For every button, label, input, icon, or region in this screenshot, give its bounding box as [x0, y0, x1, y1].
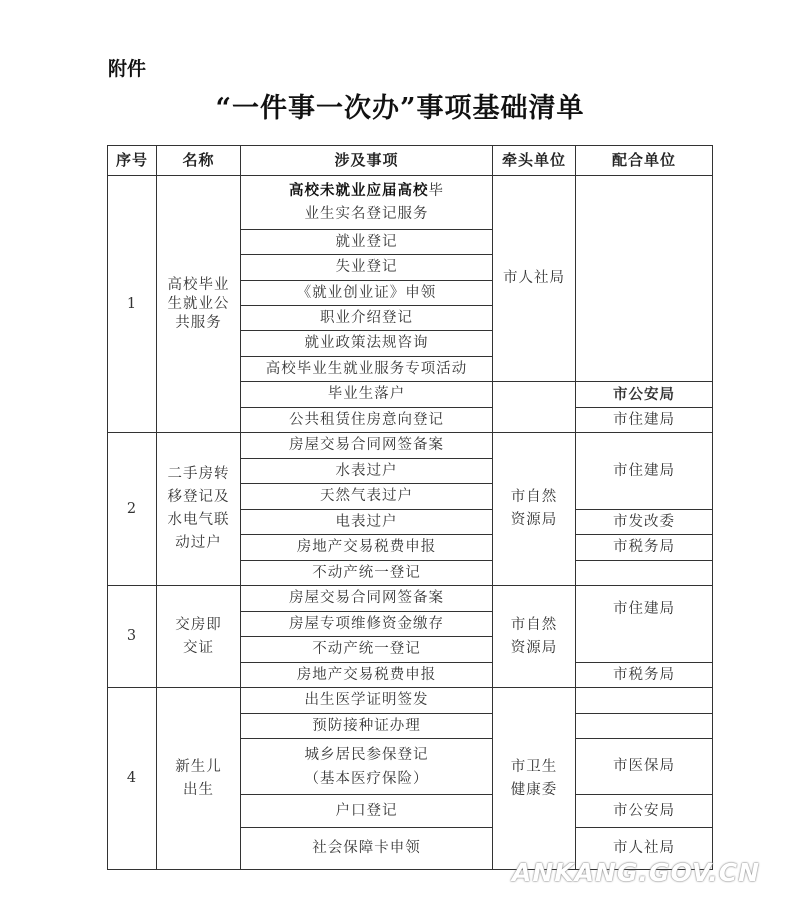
group-4-item-1: 出生医学证明签发	[241, 688, 493, 714]
group-1-item-3: 失业登记	[241, 255, 493, 281]
header-items: 涉及事项	[241, 146, 493, 176]
table-row	[108, 586, 713, 612]
group-3-item-4: 房地产交易税费申报	[241, 663, 493, 688]
document-title: “一件事一次办”事项基础清单	[215, 93, 585, 124]
group-4-name: 新生儿出生	[157, 688, 241, 870]
header-name: 名称	[157, 146, 241, 176]
group-3-lead: 市自然资源局	[493, 586, 576, 688]
header-no: 序号	[108, 146, 157, 176]
group-1-item-1	[241, 176, 493, 230]
group-2-item-4: 电表过户	[241, 510, 493, 535]
group-3-item-3: 不动产统一登记	[241, 637, 493, 663]
group-4-no: 4	[108, 688, 157, 870]
group-4-item-3: 城乡居民参保登记（基本医疗保险）	[241, 739, 493, 795]
group-4-item-4: 户口登记	[241, 795, 493, 828]
group-1-cooperator-empty	[576, 176, 713, 382]
group-1-cooperator-1: 市公安局	[576, 382, 713, 408]
group-4-cooperator-empty-2	[576, 714, 713, 739]
group-3-cooperator-2: 市税务局	[576, 663, 713, 688]
group-4-cooperator-1: 市医保局	[576, 739, 713, 795]
group-2-item-3: 天然气表过户	[241, 484, 493, 510]
group-1-item-9: 公共租赁住房意向登记	[241, 408, 493, 433]
group-2-item-5: 房地产交易税费申报	[241, 535, 493, 561]
table-row	[108, 688, 713, 714]
header-lead: 牵头单位	[493, 146, 576, 176]
group-4-cooperator-3: 市人社局	[576, 828, 713, 870]
site-watermark: ANKANG.GOV.CN	[512, 858, 761, 887]
group-3-name: 交房即交证	[157, 586, 241, 688]
group-1-no: 1	[108, 176, 157, 433]
table-row	[108, 176, 713, 230]
group-1-item-7: 高校毕业生就业服务专项活动	[241, 357, 493, 382]
attachment-label: 附件	[108, 58, 147, 80]
group-2-item-1: 房屋交易合同网签备案	[241, 433, 493, 459]
group-3-item-2: 房屋专项维修资金缴存	[241, 612, 493, 637]
table-header-row	[108, 146, 713, 176]
group-1-name: 高校毕业生就业公共服务	[157, 176, 241, 433]
group-2-cooperator-empty	[576, 561, 713, 586]
group-2-cooperator-2: 市发改委	[576, 510, 713, 535]
group-2-cooperator-1: 市住建局	[576, 433, 713, 510]
group-1-item-5: 职业介绍登记	[241, 306, 493, 331]
group-2-lead: 市自然资源局	[493, 433, 576, 586]
table-row	[108, 433, 713, 459]
item-1-emphasis: 高校未就业应届高校	[289, 182, 429, 199]
group-1-item-4: 《就业创业证》申领	[241, 281, 493, 306]
group-3-item-1: 房屋交易合同网签备案	[241, 586, 493, 612]
item-1-rest: 毕业生实名登记服务	[304, 183, 444, 222]
group-3-no: 3	[108, 586, 157, 688]
group-4-item-2: 预防接种证办理	[241, 714, 493, 739]
group-4-lead: 市卫生健康委	[493, 688, 576, 870]
group-4-cooperator-2: 市公安局	[576, 795, 713, 828]
group-2-cooperator-3: 市税务局	[576, 535, 713, 561]
group-3-cooperator-1: 市住建局	[576, 586, 713, 663]
header-cooperator: 配合单位	[576, 146, 713, 176]
group-2-name: 二手房转移登记及水电气联动过户	[157, 433, 241, 586]
group-2-item-6: 不动产统一登记	[241, 561, 493, 586]
group-1-lead-cont	[493, 382, 576, 433]
group-1-item-6: 就业政策法规咨询	[241, 331, 493, 357]
group-1-lead: 市人社局	[493, 176, 576, 382]
group-2-no: 2	[108, 433, 157, 586]
group-1-cooperator-2: 市住建局	[576, 408, 713, 433]
group-2-item-2: 水表过户	[241, 459, 493, 484]
group-4-item-5: 社会保障卡申领	[241, 828, 493, 870]
group-1-item-2: 就业登记	[241, 230, 493, 255]
group-4-cooperator-empty-1	[576, 688, 713, 714]
items-table	[107, 145, 713, 870]
group-1-item-8: 毕业生落户	[241, 382, 493, 408]
